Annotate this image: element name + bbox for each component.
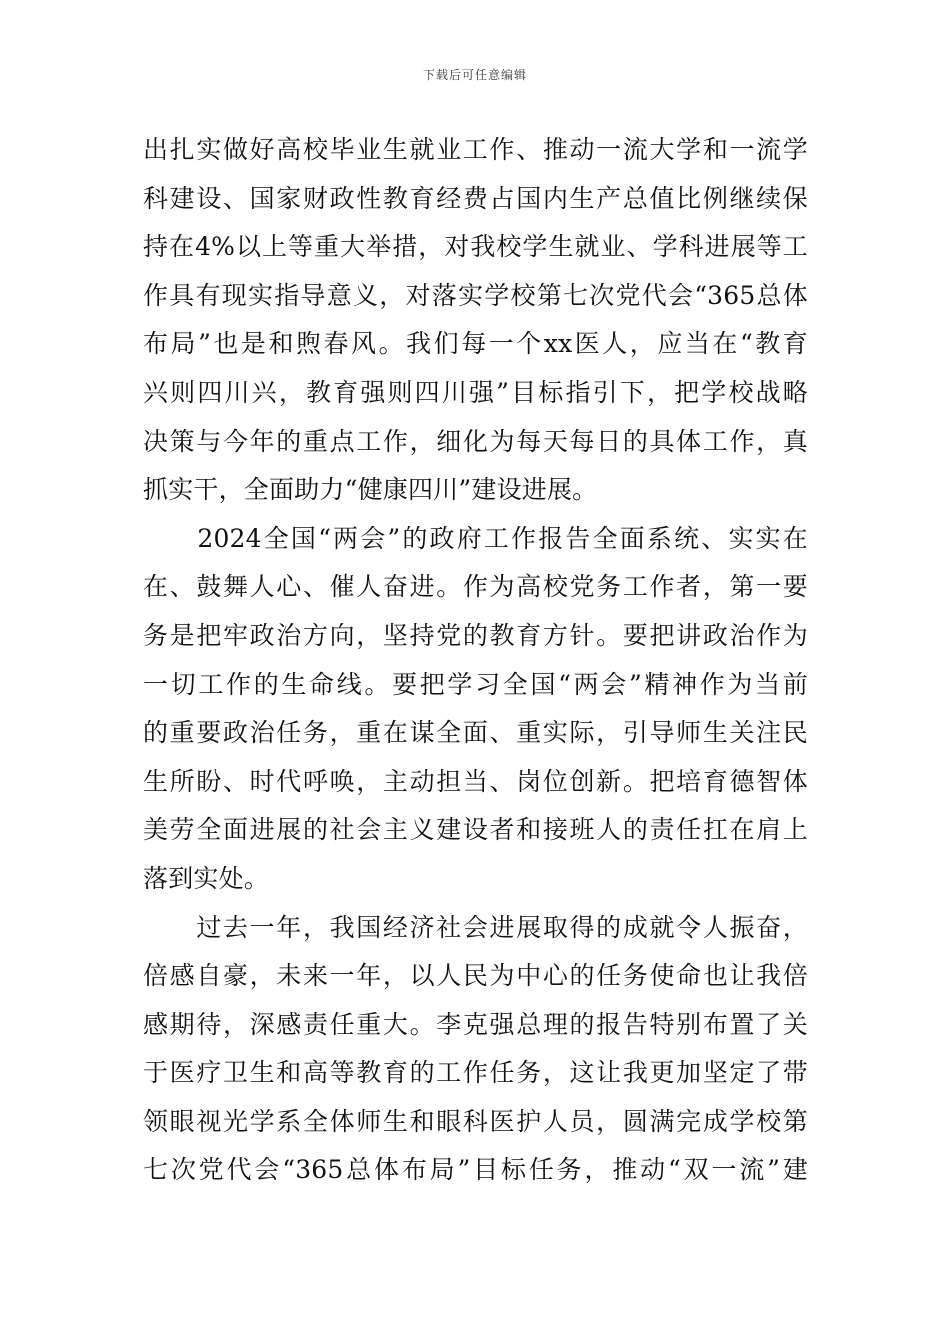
- text-line: 于医疗卫生和高等教育的工作任务，这让我更加坚定了带: [143, 1058, 808, 1088]
- text-line: 过去一年，我国经济社会进展取得的成就令人振奋，: [143, 912, 808, 942]
- text-line: 落到实处。: [143, 863, 270, 893]
- text-line: 布局”也是和煦春风。我们每一个xx医人，应当在“教育: [143, 329, 808, 359]
- text-line: 在、鼓舞人心、催人奋进。作为高校党务工作者，第一要: [143, 572, 808, 602]
- text-line: 决策与今年的重点工作，细化为每天每日的具体工作，真: [143, 426, 808, 456]
- text-line: 持在4%以上等重大举措，对我校学生就业、学科进展等工: [143, 232, 808, 262]
- text-line: 感期待，深感责任重大。李克强总理的报告特别布置了关: [143, 1009, 808, 1039]
- text-line: 兴则四川兴，教育强则四川强”目标指引下，把学校战略: [143, 377, 808, 407]
- text-line: 2024全国“两会”的政府工作报告全面系统、实实在: [143, 523, 808, 553]
- text-line: 生所盼、时代呼唤，主动担当、岗位创新。把培育德智体: [143, 766, 808, 796]
- text-line: 抓实干，全面助力“健康四川”建设进展。: [143, 475, 598, 505]
- text-line: 的重要政治任务，重在谋全面、重实际，引导师生关注民: [143, 718, 808, 748]
- text-line: 作具有现实指导意义，对落实学校第七次党代会“365总体: [143, 280, 808, 310]
- paragraph-2: [143, 515, 808, 904]
- text-line: 七次党代会“365总体布局”目标任务，推动“双一流”建: [143, 1155, 808, 1185]
- text-line: 务是把牢政治方向，坚持党的教育方针。要把讲政治作为: [143, 620, 808, 650]
- text-line: 领眼视光学系全体师生和眼科医护人员，圆满完成学校第: [143, 1106, 808, 1136]
- text-line: 美劳全面进展的社会主义建设者和接班人的责任扛在肩上: [143, 815, 808, 845]
- paragraph-3: [143, 904, 808, 1196]
- text-line: 一切工作的生命线。要把学习全国“两会”精神作为当前: [143, 669, 808, 699]
- text-line: 倍感自豪，未来一年，以人民为中心的任务使命也让我倍: [143, 961, 808, 991]
- page-header: 下载后可任意编辑: [422, 68, 527, 82]
- document-body: [143, 126, 808, 1195]
- paragraph-1: [143, 126, 808, 515]
- text-line: 科建设、国家财政性教育经费占国内生产总值比例继续保: [143, 183, 808, 213]
- text-line: 出扎实做好高校毕业生就业工作、推动一流大学和一流学: [143, 135, 808, 164]
